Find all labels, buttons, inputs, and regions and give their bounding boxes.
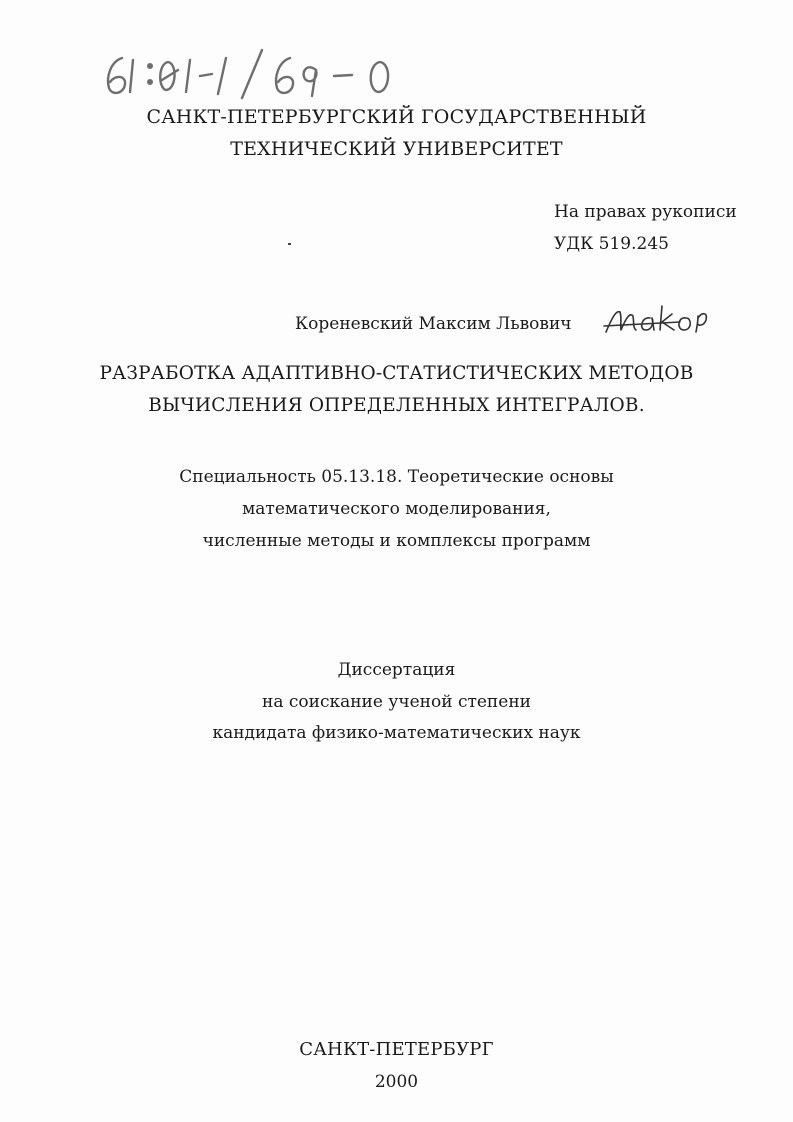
author-signature (604, 306, 706, 332)
author-name: Кореневский Максим Львович (295, 314, 572, 334)
scan-speck (288, 243, 291, 245)
specialty-line-3: численные методы и комплексы программ (202, 531, 591, 551)
archive-code-handwriting (108, 50, 388, 98)
manuscript-rights-note: На правах рукописи (554, 202, 737, 222)
specialty-line-1: Специальность 05.13.18. Теоретические основы (179, 467, 614, 487)
udc-code: УДК 519.245 (554, 234, 669, 254)
degree-line-1: Диссертация (337, 660, 456, 680)
university-name-line-1: САНКТ-ПЕТЕРБУРГСКИЙ ГОСУДАРСТВЕННЫЙ (146, 106, 647, 128)
degree-line-2: на соискание ученой степени (261, 692, 531, 712)
university-name-line-2: ТЕХНИЧЕСКИЙ УНИВЕРСИТЕТ (230, 138, 563, 160)
year: 2000 (374, 1072, 419, 1092)
dissertation-title-line-2: ВЫЧИСЛЕНИЯ ОПРЕДЕЛЕННЫХ ИНТЕГРАЛОВ. (148, 395, 645, 416)
city: САНКТ-ПЕТЕРБУРГ (299, 1039, 494, 1060)
dissertation-title-line-1: РАЗРАБОТКА АДАПТИВНО-СТАТИСТИЧЕСКИХ МЕТОДОВ (99, 363, 694, 384)
specialty-line-2: математического моделирования, (242, 499, 551, 519)
degree-line-3: кандидата физико-математических наук (212, 723, 581, 743)
